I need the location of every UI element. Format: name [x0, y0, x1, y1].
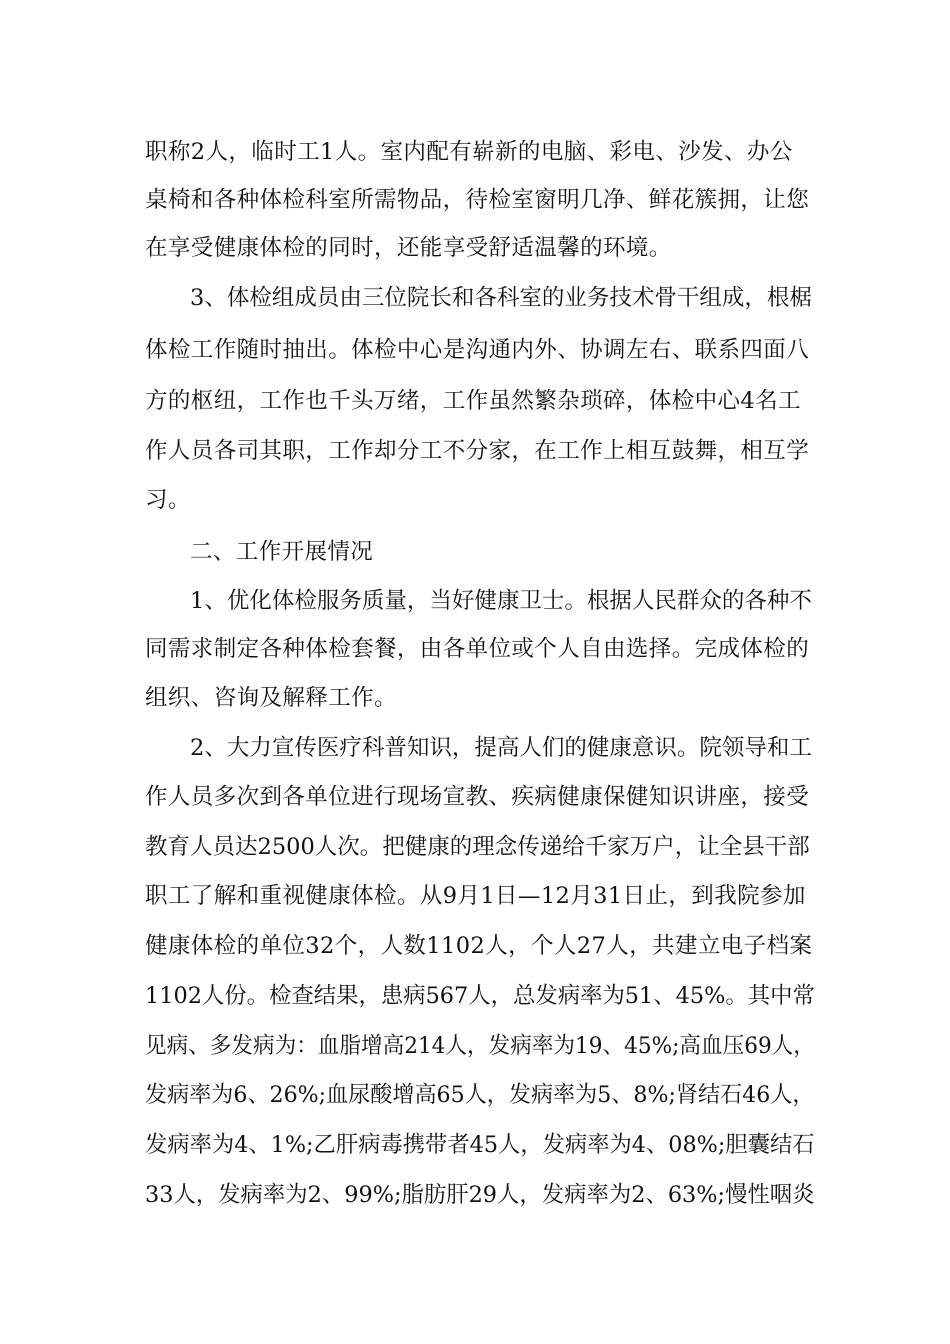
- text-line: 发病率为4、1%;乙肝病毒携带者45人，发病率为4、08%;胆囊结石: [145, 1132, 815, 1158]
- paragraph-first-line: 2、大力宣传医疗科普知识，提高人们的健康意识。院领导和工: [190, 735, 812, 761]
- text-line: 33人，发病率为2、99%;脂肪肝29人，发病率为2、63%;慢性咽炎: [145, 1182, 815, 1208]
- text-line: 组织、咨询及解释工作。: [145, 685, 397, 711]
- text-line: 教育人员达2500人次。把健康的理念传递给千家万户，让全县干部: [145, 834, 810, 860]
- text-line: 体检工作随时抽出。体检中心是沟通内外、协调左右、联系四面八: [145, 337, 810, 363]
- text-line: 职称2人，临时工1人。室内配有崭新的电脑、彩电、沙发、办公: [145, 139, 793, 165]
- paragraph-first-line: 1、优化体检服务质量，当好健康卫士。根据人民群众的各种不: [190, 588, 812, 614]
- text-line: 作人员各司其职，工作却分工不分家，在工作上相互鼓舞，相互学: [145, 438, 810, 464]
- text-line: 1102人份。检查结果，患病567人，总发病率为51、45%。其中常: [145, 983, 815, 1009]
- text-line: 发病率为6、26%;血尿酸增高65人，发病率为5、8%;肾结石46人，: [145, 1082, 815, 1108]
- text-line: 方的枢纽，工作也千头万绪，工作虽然繁杂琐碎，体检中心4名工: [145, 388, 801, 414]
- text-line: 习。: [145, 487, 191, 513]
- text-line: 见病、多发病为：血脂增高214人，发病率为19、45%;高血压69人，: [145, 1033, 815, 1059]
- text-line: 健康体检的单位32个，人数1102人，个人27人，共建立电子档案: [145, 933, 813, 959]
- text-line: 同需求制定各种体检套餐，由各单位或个人自由选择。完成体检的: [145, 636, 810, 662]
- text-line: 在享受健康体检的同时，还能享受舒适温馨的环境。: [145, 235, 672, 261]
- section-heading: 二、工作开展情况: [190, 539, 374, 565]
- text-line: 职工了解和重视健康体检。从9月1日—12月31日止，到我院参加: [145, 883, 806, 909]
- paragraph-first-line: 3、体检组成员由三位院长和各科室的业务技术骨干组成，根椐: [190, 285, 812, 311]
- text-line: 作人员多次到各单位进行现场宣教、疾病健康保健知识讲座，接受: [145, 784, 810, 810]
- text-line: 桌椅和各种体检科室所需物品，待检室窗明几净、鲜花簇拥，让您: [145, 187, 810, 213]
